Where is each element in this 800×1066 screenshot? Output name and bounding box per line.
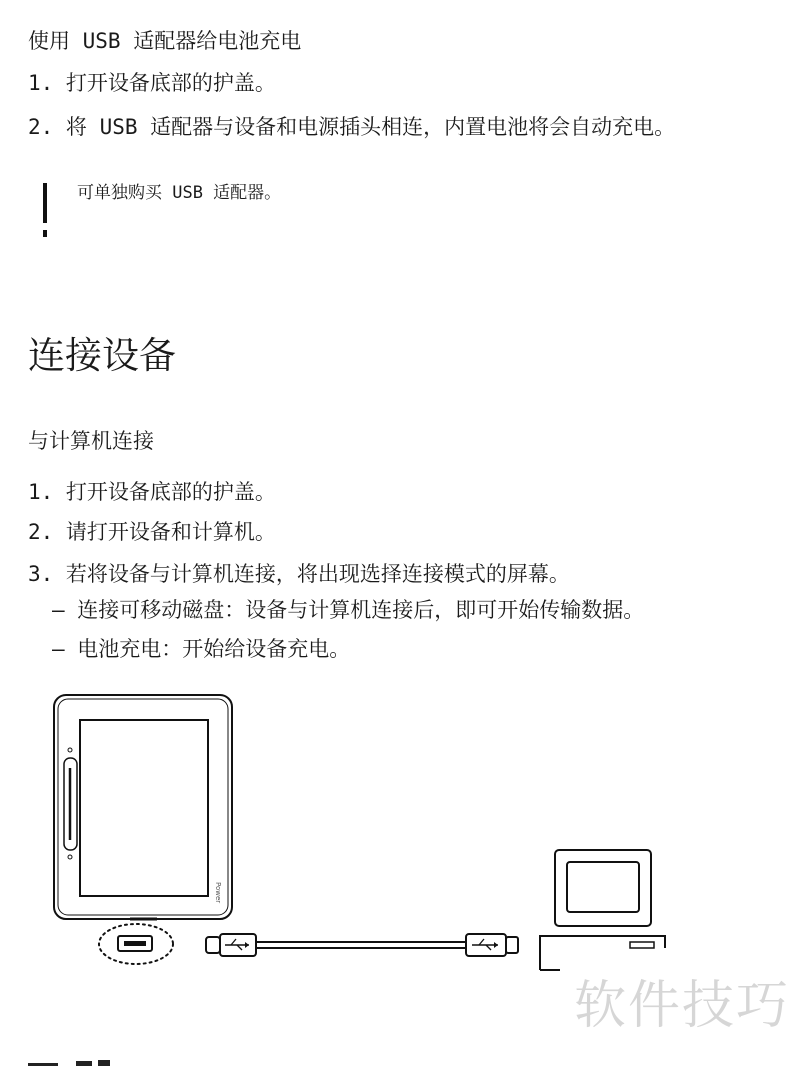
connect-step-2: 2. 请打开设备和计算机。 <box>28 520 276 544</box>
connect-step-1: 1. 打开设备底部的护盖。 <box>28 480 276 504</box>
device-connection-illustration <box>0 680 800 980</box>
connect-subtitle: 与计算机连接 <box>28 429 154 453</box>
watermark-text: 软件技巧 <box>573 976 790 1036</box>
usb-step-1: 1. 打开设备底部的护盖。 <box>28 71 276 95</box>
usb-cable <box>206 934 518 956</box>
computer-icon <box>540 850 665 970</box>
usb-step-2: 2. 将 USB 适配器与设备和电源插头相连，内置电池将会自动充电。 <box>28 115 676 139</box>
connect-option-2: – 电池充电：开始给设备充电。 <box>52 637 351 661</box>
cropped-footer-text <box>28 1056 148 1066</box>
exclamation-icon <box>40 183 50 238</box>
page-heading: 连接设备 <box>28 334 176 377</box>
usb-charging-title: 使用 USB 适配器给电池充电 <box>28 29 302 53</box>
connect-step-3: 3. 若将设备与计算机连接，将出现选择连接模式的屏幕。 <box>28 562 570 586</box>
usb-note: 可单独购买 USB 适配器。 <box>77 183 282 203</box>
device-power-label: Power <box>214 882 222 904</box>
ereader-device <box>54 695 232 919</box>
connect-option-1: – 连接可移动磁盘：设备与计算机连接后，即可开始传输数据。 <box>52 598 645 622</box>
usb-port-closeup <box>99 924 173 964</box>
